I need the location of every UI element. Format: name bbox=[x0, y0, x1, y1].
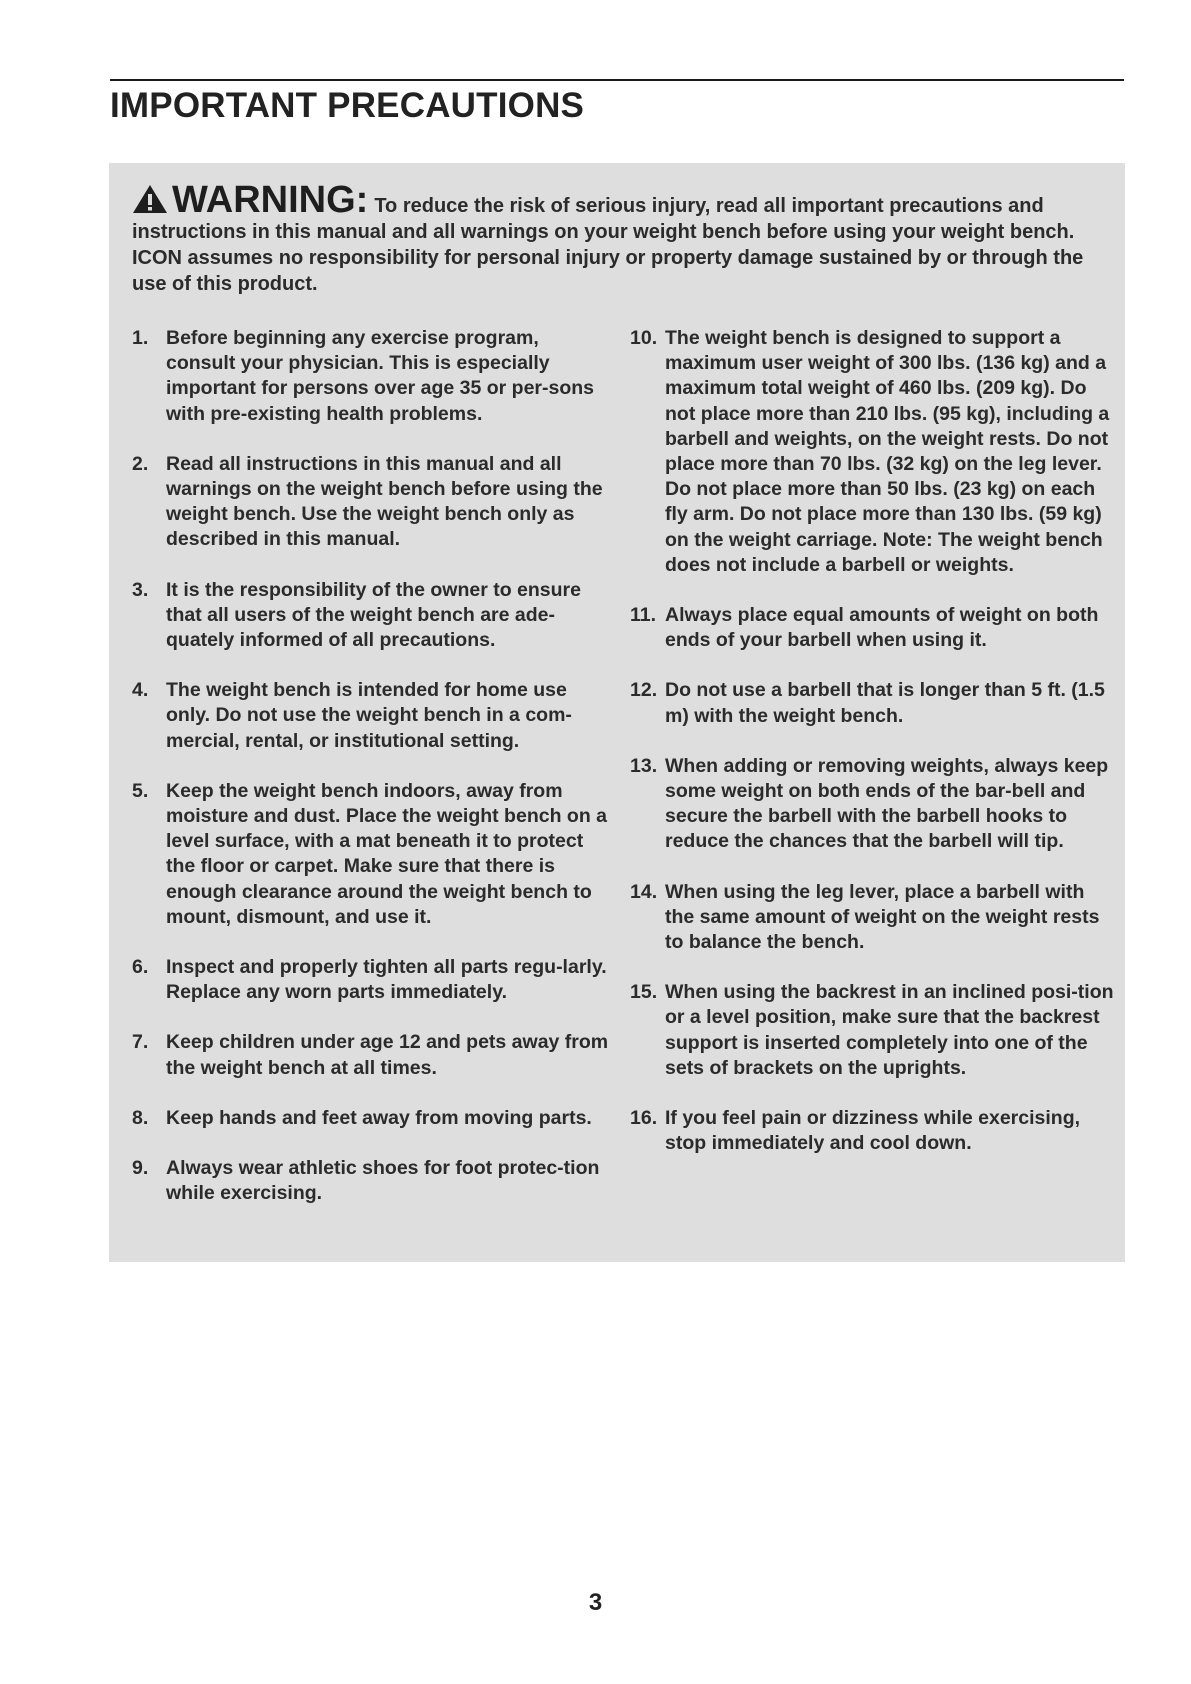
warning-triangle-icon bbox=[132, 184, 168, 214]
warning-text: To reduce the risk of serious injury, read all important precautions and instructions in this manual and all warnings on your weight bench before using your weight bench. ICON assumes no responsibility for personal injury or property damage sustained by or through the use of this product. bbox=[132, 195, 1084, 295]
precautions-left-column bbox=[132, 326, 612, 1231]
precaution-item: 5. Keep the weight bench indoors, away from moisture and dust. Place the weight bench on a level surface, with a mat beneath it to protect the floor or carpet. Make sure that there is enough clearance around the weight bench to mount, dismount, and use it. bbox=[132, 779, 607, 928]
precaution-item: 1. Before beginning any exercise program, consult your physician. This is especially important for persons over age 35 or per-sons with pre-existing health problems. bbox=[132, 327, 595, 425]
page-title: IMPORTANT PRECAUTIONS bbox=[110, 86, 585, 125]
precaution-item: 15. When using the backrest in an inclined posi-tion or a level position, make sure that the backrest support is inserted completely into one of the sets of brackets on the uprights. bbox=[630, 981, 1114, 1079]
page-number: 3 bbox=[588, 1589, 603, 1616]
precaution-item: 16. If you feel pain or dizziness while exercising, stop immediately and cool down. bbox=[630, 1107, 1081, 1155]
warning-label: WARNING: bbox=[172, 179, 369, 221]
precaution-item: 11. Always place equal amounts of weight on both ends of your barbell when using it. bbox=[630, 604, 1099, 652]
precaution-item: 6. Inspect and properly tighten all parts regu-larly. Replace any worn parts immediately. bbox=[132, 956, 607, 1004]
precaution-item: 2. Read all instructions in this manual and all warnings on the weight bench before using the weight bench. Use the weight bench only as described in this manual. bbox=[132, 452, 603, 551]
precaution-item: 9. Always wear athletic shoes for foot protec-tion while exercising. bbox=[132, 1157, 600, 1205]
precaution-item: 8. Keep hands and feet away from moving parts. bbox=[132, 1106, 592, 1129]
precaution-item: 3. It is the responsibility of the owner to ensure that all users of the weight bench are ade-quately informed of all precautions. bbox=[132, 578, 581, 652]
precaution-item: 12. Do not use a barbell that is longer than 5 ft. (1.5 m) with the weight bench. bbox=[630, 679, 1105, 727]
precaution-item: 13. When adding or removing weights, always keep some weight on both ends of the bar-bell and secure the barbell with the barbell hooks to reduce the chances that the barbell will tip. bbox=[630, 754, 1109, 853]
precautions-right-column bbox=[630, 326, 1115, 1181]
precaution-item: 14. When using the leg lever, place a barbell with the same amount of weight on the weight rests to balance the bench. bbox=[630, 880, 1100, 954]
warning-block bbox=[132, 181, 1117, 297]
precaution-item: 4. The weight bench is intended for home use only. Do not use the weight bench in a com-mercial, rental, or institutional setting. bbox=[132, 679, 572, 752]
precaution-item: 10. The weight bench is designed to support a maximum user weight of 300 lbs. (136 kg) and a maximum total weight of 460 lbs. (209 kg). Do not place more than 210 lbs. (95 kg), including a barbell and weights, on the weight rests. Do not place more than 70 lbs. (32 kg) on the leg lever. Do not place more than 50 lbs. (23 kg) on each fly arm. Do not place more than 130 lbs. (59 kg) on the weight carriage. Note: The weight bench does not include a barbell or weights. bbox=[630, 327, 1110, 576]
precautions-panel bbox=[109, 163, 1125, 1262]
precaution-item: 7. Keep children under age 12 and pets away from the weight bench at all times. bbox=[132, 1031, 609, 1079]
top-rule bbox=[110, 79, 1124, 81]
